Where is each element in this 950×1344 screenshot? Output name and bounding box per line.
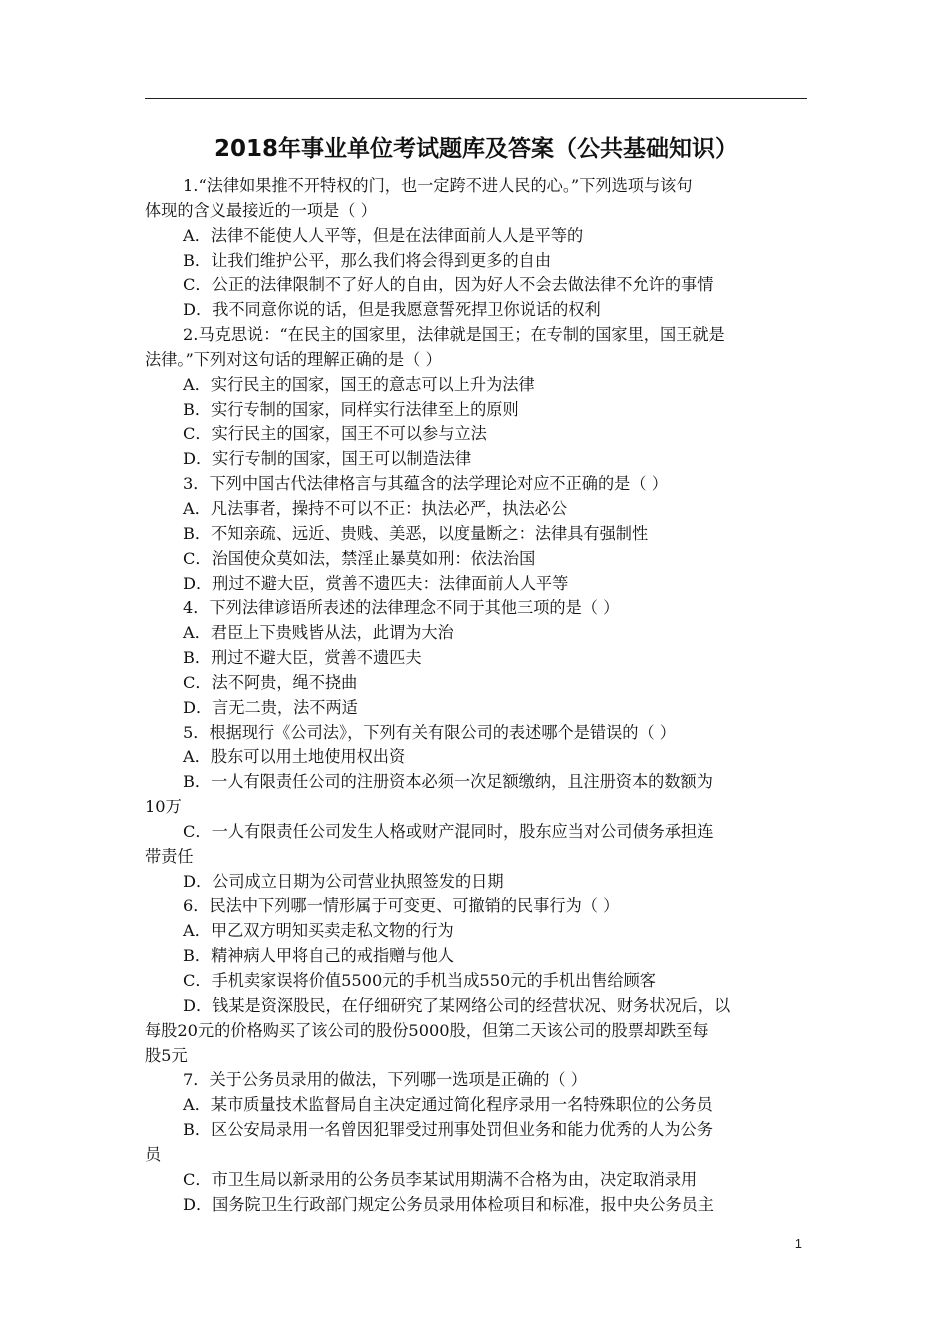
- text-line: A．凡法事者，操持不可以不正：执法必严，执法必公: [183, 498, 568, 518]
- text-line: 7．关于公务员录用的做法，下列哪一选项是正确的（ ）: [183, 1070, 587, 1090]
- question-body: [145, 174, 807, 1217]
- text-line: D．公司成立日期为公司营业执照签发的日期: [183, 871, 504, 891]
- text-line: 带责任: [145, 846, 194, 866]
- page-number: 1: [794, 1236, 802, 1251]
- text-line: A．法律不能使人人平等，但是在法律面前人人是平等的: [183, 225, 584, 245]
- text-line: 3．下列中国古代法律格言与其蕴含的法学理论对应不正确的是（ ）: [183, 474, 668, 494]
- text-line: B．一人有限责任公司的注册资本必须一次足额缴纳，且注册资本的数额为: [183, 772, 713, 792]
- text-line: B．实行专制的国家，同样实行法律至上的原则: [183, 399, 519, 419]
- text-line: D．言无二贵，法不两适: [183, 697, 358, 717]
- text-line: 5．根据现行《公司法》，下列有关有限公司的表述哪个是错误的（ ）: [183, 722, 676, 742]
- text-line: D．钱某是资深股民，在仔细研究了某网络公司的经营状况、财务状况后，以: [183, 995, 731, 1015]
- text-line: 10万: [145, 797, 182, 817]
- text-line: 股5元: [145, 1045, 188, 1065]
- text-line: 法律。”下列对这句话的理解正确的是（ ）: [145, 349, 442, 369]
- text-line: 每股20元的价格购买了该公司的股份5000股，但第二天该公司的股票却跌至每: [145, 1020, 709, 1040]
- text-line: A．实行民主的国家，国王的意志可以上升为法律: [183, 374, 535, 394]
- text-line: 1.“法律如果推不开特权的门，也一定跨不进人民的心。”下列选项与该句: [183, 176, 693, 195]
- text-line: 6．民法中下列哪一情形属于可变更、可撤销的民事行为（ ）: [183, 896, 620, 916]
- text-line: C．市卫生局以新录用的公务员李某试用期满不合格为由，决定取消录用: [183, 1169, 698, 1189]
- text-line: D．国务院卫生行政部门规定公务员录用体检项目和标准，报中央公务员主: [183, 1194, 714, 1214]
- text-line: 2.马克思说：“在民主的国家里，法律就是国王；在专制的国家里，国王就是: [183, 325, 725, 345]
- text-line: 员: [145, 1144, 162, 1164]
- text-line: C．法不阿贵，绳不挠曲: [183, 672, 358, 692]
- text-line: A．甲乙双方明知买卖走私文物的行为: [183, 921, 454, 941]
- text-line: A．君臣上下贵贱皆从法，此谓为大治: [183, 623, 454, 643]
- text-line: 4．下列法律谚语所表述的法律理念不同于其他三项的是（ ）: [183, 598, 620, 618]
- text-line: B．不知亲疏、远近、贵贱、美恶，以度量断之：法律具有强制性: [183, 523, 649, 543]
- text-line: D．我不同意你说的话，但是我愿意誓死捍卫你说话的权利: [183, 300, 601, 320]
- text-line: C．公正的法律限制不了好人的自由，因为好人不会去做法律不允许的事情: [183, 275, 714, 295]
- header-rule: [145, 98, 807, 99]
- text-line: D．实行专制的国家，国王可以制造法律: [183, 449, 472, 469]
- text-line: A．股东可以用土地使用权出资: [183, 747, 406, 767]
- text-line: B．刑过不避大臣，赏善不遗匹夫: [183, 648, 422, 668]
- text-line: B．让我们维护公平，那么我们将会得到更多的自由: [183, 250, 552, 270]
- text-line: B．精神病人甲将自己的戒指赠与他人: [183, 946, 454, 966]
- text-line: C．手机卖家误将价值5500元的手机当成550元的手机出售给顾客: [183, 971, 656, 990]
- text-line: C．治国使众莫如法，禁淫止暴莫如刑：依法治国: [183, 548, 536, 568]
- text-line: B．区公安局录用一名曾因犯罪受过刑事处罚但业务和能力优秀的人为公务: [183, 1120, 713, 1140]
- text-line: 体现的含义最接近的一项是（ ）: [145, 200, 377, 220]
- text-line: A．某市质量技术监督局自主决定通过简化程序录用一名特殊职位的公务员: [183, 1095, 713, 1115]
- text-line: C．一人有限责任公司发生人格或财产混同时，股东应当对公司债务承担连: [183, 821, 714, 841]
- document-title: 2018年事业单位考试题库及答案（公共基础知识）: [213, 136, 738, 162]
- text-line: D．刑过不避大臣，赏善不遗匹夫：法律面前人人平等: [183, 573, 569, 593]
- text-line: C．实行民主的国家，国王不可以参与立法: [183, 424, 487, 444]
